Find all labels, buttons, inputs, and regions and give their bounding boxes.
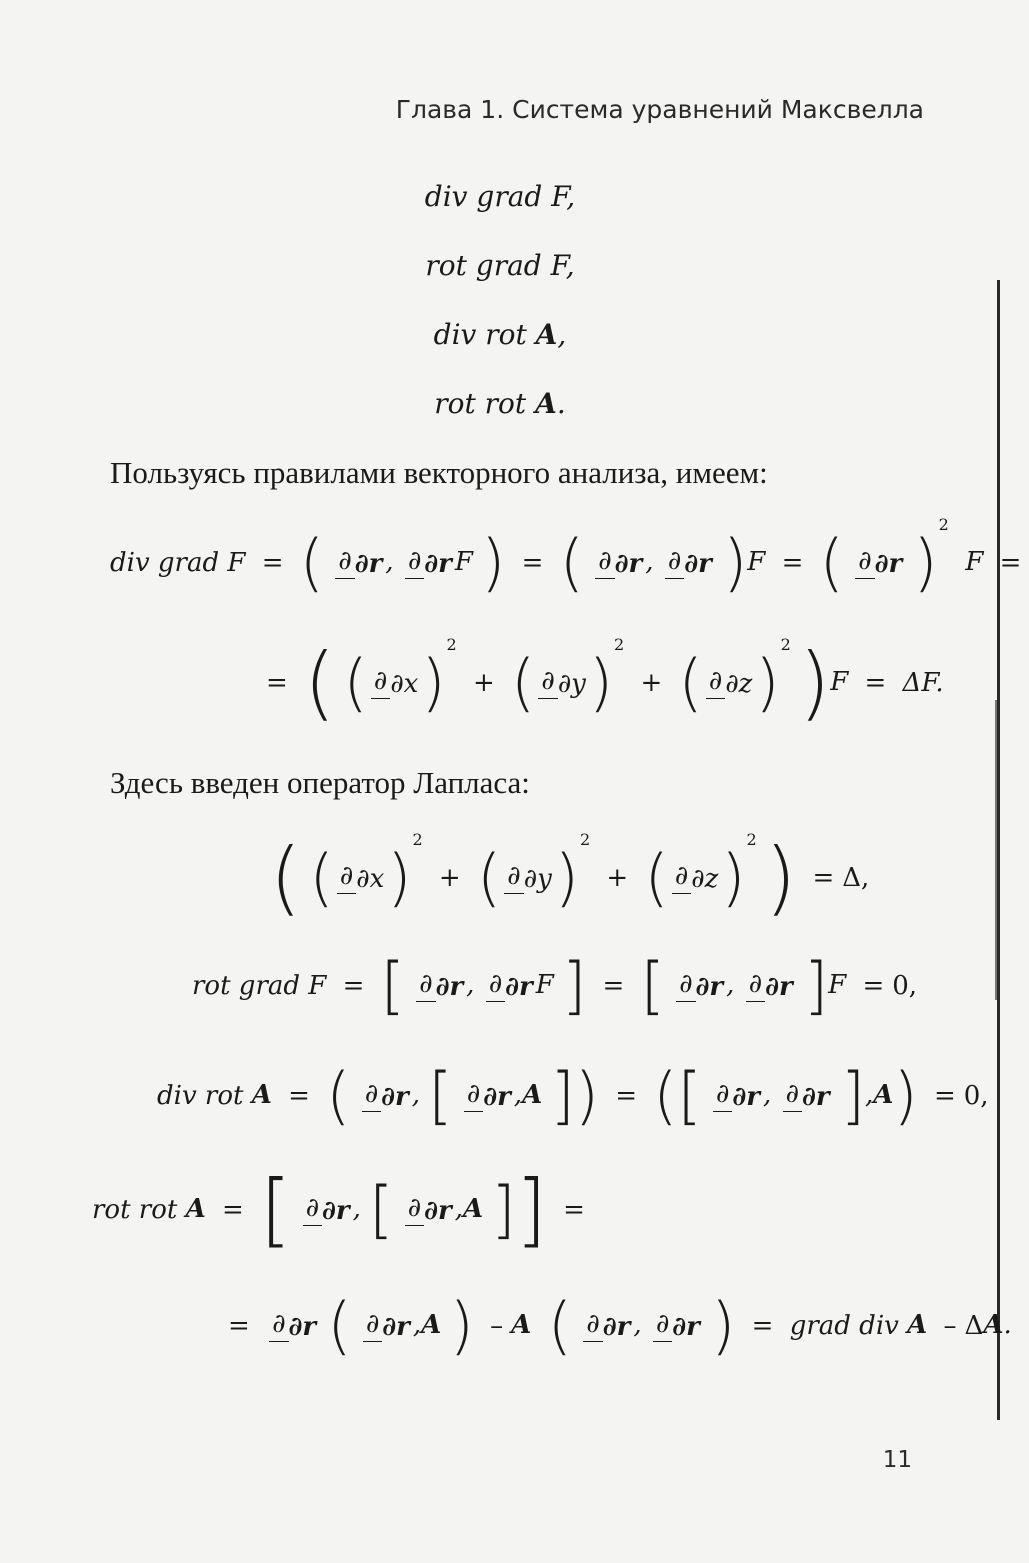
expression-list-item: rot grad F, <box>425 249 575 282</box>
equation-lhs: div rot <box>157 1081 244 1111</box>
expression-list-item: rot rot A. <box>434 387 566 420</box>
zero-result: 0, <box>892 971 918 1001</box>
paragraph-laplace-operator: Здесь введен оператор Лапласа: <box>110 765 530 800</box>
equation-div-grad: div grad F = ( ∂ ∂r , ∂ ∂r F ) = ( ∂ ∂r , ∂ ∂r )F = ( ∂ ∂r )$^2$ F = <box>110 515 1022 599</box>
paragraph-vector-analysis: Пользуясь правилами векторного анализа, имеем: <box>110 455 768 490</box>
laplace-result: ΔF. <box>902 668 944 698</box>
page-number: 11 <box>882 1447 912 1473</box>
equation-div-rot: div rot A = ( ∂ ∂r , [ ∂ ∂r ,A ]) = ([ ∂ ∂r , ∂ ∂r ],A) = 0, <box>157 1059 989 1132</box>
equation-rhs: grad div <box>789 1311 899 1341</box>
equation-lhs: div grad F <box>110 548 246 578</box>
running-header: Глава 1. Система уравнений Максвелла <box>395 95 924 124</box>
equation-lhs: rot rot <box>92 1195 178 1225</box>
page-edge-shadow-inner <box>995 700 997 1000</box>
page-edge-shadow <box>997 280 1000 1420</box>
equation-rot-grad: rot grad F = [ ∂ ∂r , ∂ ∂r F ] = [ ∂ ∂r , ∂ ∂r ]F = 0, <box>192 949 918 1022</box>
expression-list-item: div grad F, <box>424 180 576 213</box>
equation-rot-rot-result: = ∂ ∂r ( ∂ ∂r ,A ) – A ( ∂ ∂r , ∂ ∂r ) = grad div A – ΔA. <box>228 1289 1012 1362</box>
equation-laplace-definition: ( ( ∂ ∂x)$^2$ + ( ∂ ∂y)$^2$ + ( ∂ ∂z)$^2$ ) = Δ, <box>270 830 870 924</box>
equation-laplacian-expansion: = ( ( ∂ ∂x)$^2$ + ( ∂ ∂y)$^2$ + ( ∂ ∂z)$^2$ )F = ΔF. <box>266 635 944 729</box>
expression-list-item: div rot A, <box>433 318 567 351</box>
equation-rot-rot: rot rot A = [ ∂ ∂r , [ ∂ ∂r ,A ]] = <box>92 1163 585 1256</box>
equation-lhs: rot grad F <box>192 971 327 1001</box>
